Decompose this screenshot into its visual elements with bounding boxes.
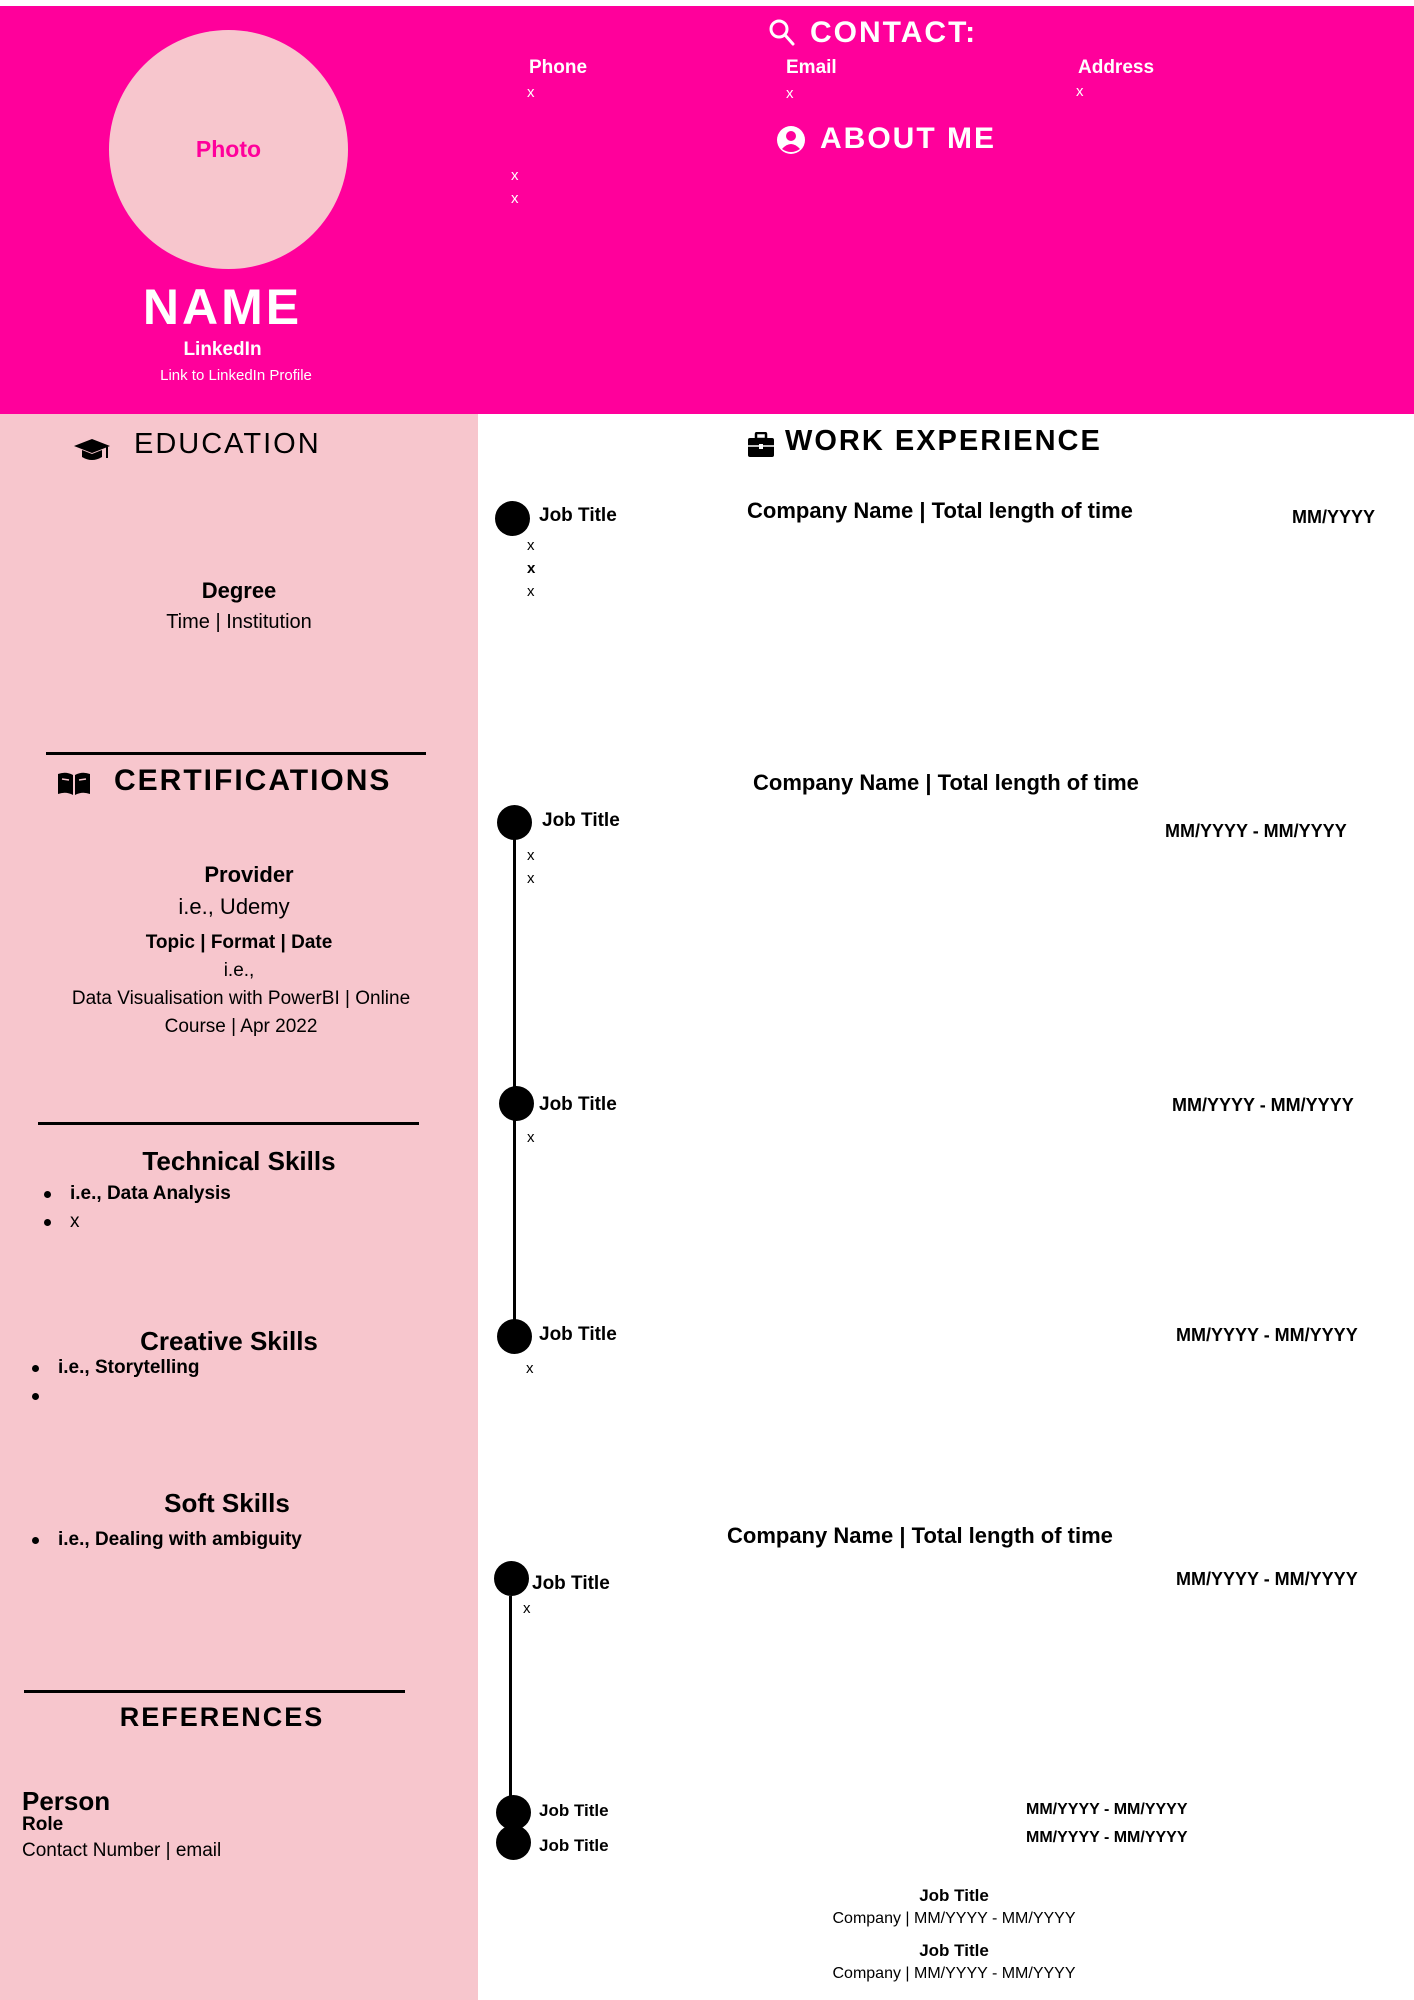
job-2-title: Job Title (542, 810, 620, 831)
open-book-icon (56, 770, 92, 798)
extra-1-title: Job Title (919, 1886, 989, 1905)
job-3-title: Job Title (539, 1094, 617, 1115)
list-item: x (44, 1208, 231, 1236)
job-1-bullet-1: x (527, 537, 535, 554)
company-1: Company Name | Total length of time (747, 498, 1133, 523)
references-title: REFERENCES (119, 1702, 325, 1732)
job-6-date: MM/YYYY - MM/YYYY (1026, 1801, 1188, 1818)
references-divider (24, 1690, 405, 1693)
reference-contact: Contact Number | email (22, 1840, 222, 1861)
job-5-title: Job Title (532, 1573, 610, 1594)
address-label: Address (1078, 57, 1155, 78)
linkedin-label: LinkedIn (183, 339, 262, 360)
timeline-dot (499, 1086, 534, 1121)
timeline-line (513, 822, 516, 1338)
about-line-1: x (511, 167, 519, 184)
timeline-dot (497, 805, 532, 840)
job-5-bullet: x (523, 1600, 531, 1617)
education-title: EDUCATION (134, 428, 321, 460)
job-1-bullet-2: x (527, 560, 536, 577)
cert-topic-label: Topic | Format | Date (145, 932, 333, 953)
graduation-cap-icon (72, 436, 112, 464)
phone-label: Phone (529, 57, 588, 78)
education-degree: Degree (201, 578, 277, 603)
company-3: Company Name | Total length of time (727, 1523, 1113, 1548)
cert-provider-label: Provider (204, 862, 294, 887)
job-1-title: Job Title (539, 505, 617, 526)
skills-divider (38, 1122, 419, 1125)
cert-provider-example: i.e., Udemy (178, 894, 290, 919)
list-item: i.e., Dealing with ambiguity (32, 1526, 302, 1554)
job-3-bullet: x (527, 1129, 535, 1146)
cert-topic-line-1: Data Visualisation with PowerBI | Online (71, 988, 411, 1009)
job-4-bullet: x (526, 1360, 534, 1377)
soft-skills-title: Soft Skills (164, 1488, 290, 1518)
job-5-date: MM/YYYY - MM/YYYY (1176, 1569, 1358, 1589)
header-banner (0, 6, 1414, 414)
about-title: ABOUT ME (820, 122, 996, 155)
extra-2-detail: Company | MM/YYYY - MM/YYYY (832, 1965, 1076, 1982)
reference-role: Role (22, 1814, 64, 1835)
email-value: x (786, 85, 794, 102)
cert-topic-ie: i.e., (223, 960, 255, 981)
cert-topic-line-2: Course | Apr 2022 (164, 1016, 318, 1037)
briefcase-icon (747, 432, 775, 458)
job-7-title: Job Title (539, 1836, 609, 1855)
job-7-date: MM/YYYY - MM/YYYY (1026, 1829, 1188, 1846)
job-2-date: MM/YYYY - MM/YYYY (1165, 821, 1347, 841)
timeline-dot (494, 1561, 529, 1596)
left-sidebar (0, 414, 478, 2000)
job-4-title: Job Title (539, 1324, 617, 1345)
photo-label: Photo (195, 136, 262, 162)
photo-placeholder (109, 30, 348, 269)
timeline-dot (497, 1319, 532, 1354)
soft-skills-list (32, 1526, 302, 1554)
timeline-dot (495, 501, 530, 536)
phone-value: x (527, 84, 535, 101)
certifications-divider (46, 752, 426, 755)
creative-skills-list (32, 1354, 199, 1382)
reference-person: Person (22, 1786, 111, 1816)
contact-title: CONTACT: (810, 16, 978, 49)
technical-skills-list (44, 1180, 231, 1236)
technical-skills-title: Technical Skills (142, 1146, 336, 1176)
job-2-bullet-2: x (527, 870, 535, 887)
company-2: Company Name | Total length of time (753, 770, 1139, 795)
job-2-bullet-1: x (527, 847, 535, 864)
about-line-2: x (511, 190, 519, 207)
email-label: Email (786, 57, 837, 78)
list-item: i.e., Data Analysis (44, 1180, 231, 1208)
linkedin-link[interactable]: Link to LinkedIn Profile (160, 367, 312, 384)
timeline-dot (496, 1825, 531, 1860)
job-1-date: MM/YYYY (1292, 507, 1376, 527)
job-4-date: MM/YYYY - MM/YYYY (1176, 1325, 1358, 1345)
magnifier-icon (768, 18, 796, 48)
job-3-date: MM/YYYY - MM/YYYY (1172, 1095, 1354, 1115)
job-1-bullet-3: x (527, 583, 535, 600)
candidate-name: NAME (142, 279, 303, 335)
certifications-title: CERTIFICATIONS (114, 764, 392, 797)
job-6-title: Job Title (539, 1801, 609, 1820)
extra-2-title: Job Title (919, 1941, 989, 1960)
extra-1-detail: Company | MM/YYYY - MM/YYYY (832, 1910, 1076, 1927)
education-detail: Time | Institution (166, 611, 312, 633)
list-item: i.e., Storytelling (32, 1354, 199, 1382)
work-experience-title: WORK EXPERIENCE (785, 425, 1102, 457)
address-value: x (1076, 83, 1084, 100)
timeline-line (509, 1596, 512, 1818)
user-circle-icon (776, 125, 806, 155)
creative-skills-title: Creative Skills (140, 1326, 318, 1356)
